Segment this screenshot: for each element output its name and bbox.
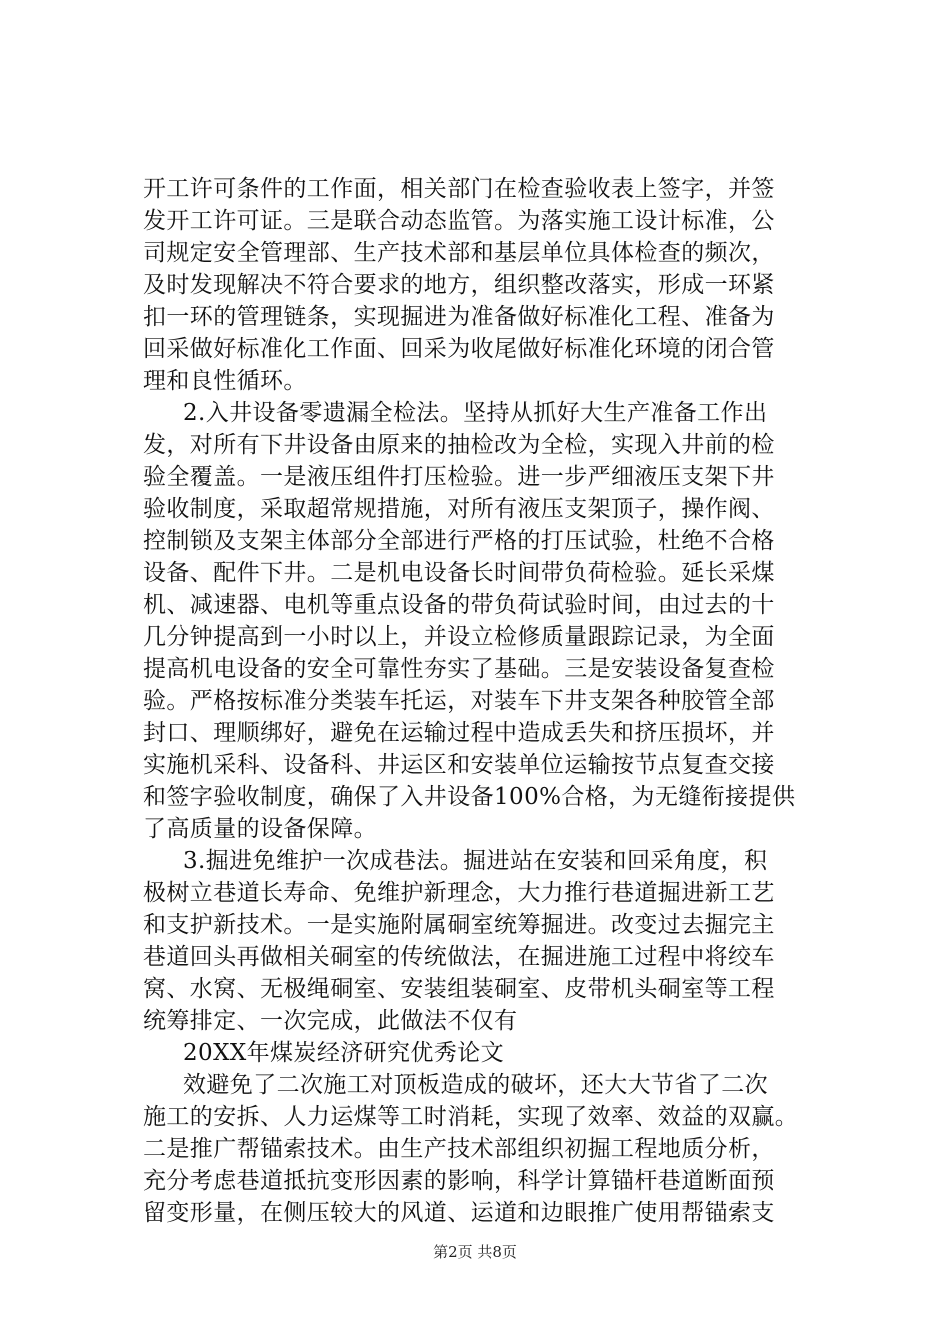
text-line: 发开工许可证。三是联合动态监管。为落实施工设计标准，公 bbox=[143, 208, 775, 234]
text-line: 控制锁及支架主体部分全部进行严格的打压试验，杜绝不合格 bbox=[143, 528, 775, 554]
text-line: 提高机电设备的安全可靠性夯实了基础。三是安装设备复查检 bbox=[143, 656, 775, 682]
inline-heading: 20XX年煤炭经济研究优秀论文 bbox=[183, 1040, 505, 1066]
text-line: 巷道回头再做相关硐室的传统做法，在掘进施工过程中将绞车 bbox=[143, 944, 775, 970]
text-line: 二是推广帮锚索技术。由生产技术部组织初掘工程地质分析， bbox=[143, 1136, 775, 1162]
body-text bbox=[143, 173, 843, 1229]
paragraph-start-line: 效避免了二次施工对顶板造成的破坏，还大大节省了二次 bbox=[183, 1072, 768, 1098]
text-line: 充分考虑巷道抵抗变形因素的影响，科学计算锚杆巷道断面预 bbox=[143, 1168, 775, 1194]
text-line: 及时发现解决不符合要求的地方，组织整改落实，形成一环紧 bbox=[143, 272, 775, 298]
text-line: 扣一环的管理链条，实现掘进为准备做好标准化工程、准备为 bbox=[143, 304, 775, 330]
text-line: 窝、水窝、无极绳硐室、安装组装硐室、皮带机头硐室等工程 bbox=[143, 976, 775, 1002]
page-number-footer: 第2页 共8页 bbox=[433, 1243, 517, 1261]
text-line: 设备、配件下井。二是机电设备长时间带负荷检验。延长采煤 bbox=[143, 560, 775, 586]
text-line: 封口、理顺绑好，避免在运输过程中造成丢失和挤压损坏，并 bbox=[143, 720, 775, 746]
text-line: 统筹排定、一次完成，此做法不仅有 bbox=[143, 1008, 518, 1034]
text-line: 和支护新技术。一是实施附属硐室统筹掘进。改变过去掘完主 bbox=[143, 912, 775, 938]
text-line: 开工许可条件的工作面，相关部门在检查验收表上签字，并签 bbox=[143, 176, 775, 202]
text-line: 了高质量的设备保障。 bbox=[143, 816, 377, 842]
text-line: 验全覆盖。一是液压组件打压检验。进一步严细液压支架下井 bbox=[143, 464, 775, 490]
text-line: 机、减速器、电机等重点设备的带负荷试验时间，由过去的十 bbox=[143, 592, 775, 618]
text-line: 实施机采科、设备科、井运区和安装单位运输按节点复查交接 bbox=[143, 752, 775, 778]
text-line: 验。严格按标准分类装车托运，对装车下井支架各种胶管全部 bbox=[143, 688, 775, 714]
text-line: 发，对所有下井设备由原来的抽检改为全检，实现入井前的检 bbox=[143, 432, 775, 458]
paragraph-start-line: 2.入井设备零遗漏全检法。坚持从抓好大生产准备工作出 bbox=[183, 400, 768, 426]
paragraph-start-line: 3.掘进免维护一次成巷法。掘进站在安装和回采角度，积 bbox=[183, 848, 768, 874]
text-line: 几分钟提高到一小时以上，并设立检修质量跟踪记录，为全面 bbox=[143, 624, 775, 650]
text-line: 理和良性循环。 bbox=[143, 368, 307, 394]
text-line: 验收制度，采取超常规措施，对所有液压支架顶子，操作阀、 bbox=[143, 496, 775, 522]
text-line: 留变形量，在侧压较大的风道、运道和边眼推广使用帮锚索支 bbox=[143, 1200, 775, 1226]
text-line: 施工的安拆、人力运煤等工时消耗，实现了效率、效益的双赢。 bbox=[143, 1104, 799, 1130]
text-line: 司规定安全管理部、生产技术部和基层单位具体检查的频次， bbox=[143, 240, 775, 266]
text-line: 极树立巷道长寿命、免维护新理念，大力推行巷道掘进新工艺 bbox=[143, 880, 775, 906]
text-line: 回采做好标准化工作面、回采为收尾做好标准化环境的闭合管 bbox=[143, 336, 775, 362]
text-line: 和签字验收制度，确保了入井设备100%合格，为无缝衔接提供 bbox=[143, 784, 796, 810]
